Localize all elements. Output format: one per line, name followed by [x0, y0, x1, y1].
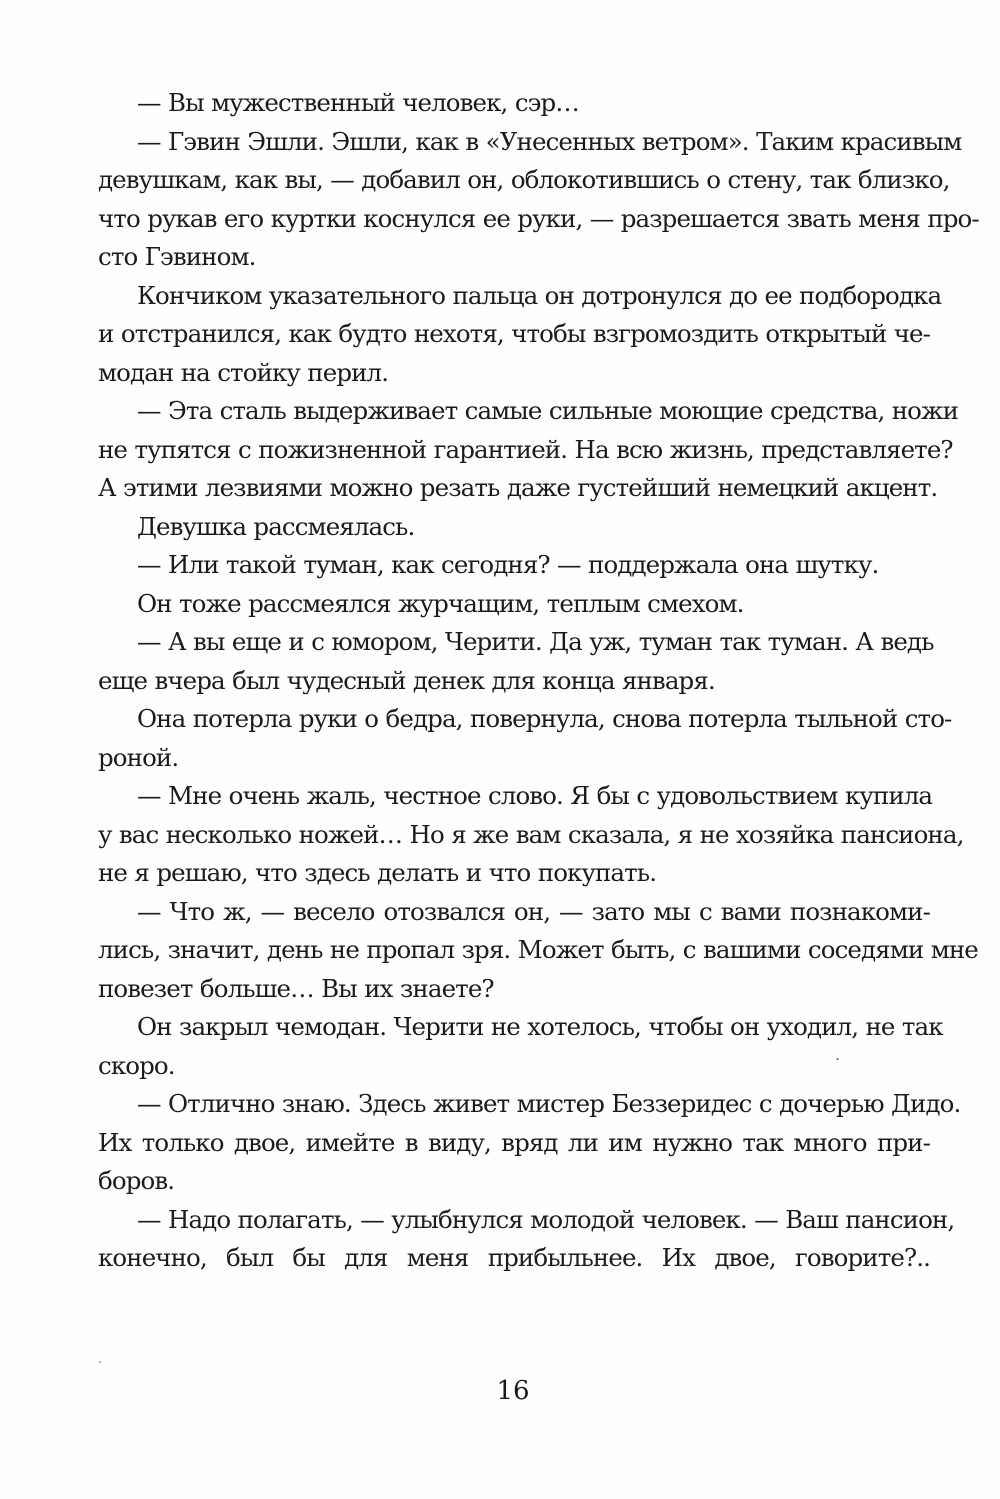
- text-line: — Отлично знаю. Здесь живет мистер Беззеридес с дочерью Дидо.: [137, 1089, 961, 1118]
- text-line: скоро.: [98, 1050, 175, 1080]
- text-line: модан на стойку перил.: [98, 357, 389, 387]
- text-line: сто Гэвином.: [98, 242, 256, 271]
- text-line: Она потерла руки о бедра, повернула, снова потерла тыльной сто-: [137, 704, 952, 733]
- text-line: и отстранился, как будто нехотя, чтобы взгромоздить открытый че-: [98, 319, 930, 348]
- text-line: — Вы мужественный человек, сэр…: [137, 88, 579, 117]
- text-line: что рукав его куртки коснулся ее руки, — разрешается звать меня про-: [98, 203, 979, 233]
- text-line: — Надо полагать, — улыбнулся молодой человек. — Ваш пансион,: [137, 1204, 955, 1234]
- text-line: лись, значит, день не пропал зря. Может быть, с вашими соседями мне: [98, 935, 978, 964]
- text-line: не тупятся с пожизненной гарантией. На всю жизнь, представляете?: [98, 434, 953, 464]
- text-line: девушкам, как вы, — добавил он, облокотившись о стену, так близко,: [98, 165, 950, 194]
- paper-speck: [836, 1058, 839, 1060]
- text-line: боров.: [98, 1166, 175, 1195]
- body-text: [98, 84, 979, 1278]
- text-line: Кончиком указательного пальца он дотронулся до ее подбородка: [137, 280, 942, 310]
- text-line: — Гэвин Эшли. Эшли, как в «Унесенных ветром». Таким красивым: [137, 126, 962, 156]
- text-line: Их только двое, имейте в виду, вряд ли им нужно так много при-: [98, 1127, 930, 1157]
- page-number: 16: [496, 1376, 530, 1406]
- text-line: повезет больше… Вы их знаете?: [98, 973, 494, 1003]
- text-line: А этими лезвиями можно резать даже густейший немецкий акцент.: [98, 473, 938, 502]
- text-line: не я решаю, что здесь делать и что покупать.: [98, 858, 657, 887]
- text-line: — Что ж, — весело отозвался он, — зато мы с вами познакоми-: [137, 896, 930, 926]
- text-line: — А вы еще и с юмором, Черити. Да уж, туман так туман. А ведь: [137, 627, 934, 656]
- text-line: — Или такой туман, как сегодня? — поддержала она шутку.: [137, 550, 879, 579]
- text-line: еще вчера был чудесный денек для конца января.: [98, 665, 715, 695]
- text-line: Он закрыл чемодан. Черити не хотелось, чтобы он уходил, не так: [137, 1012, 943, 1041]
- text-line: — Мне очень жаль, честное слово. Я бы с удовольствием купила: [137, 781, 933, 810]
- text-line: Девушка рассмеялась.: [137, 511, 415, 541]
- text-line: роной.: [98, 742, 179, 772]
- text-line: конечно, был бы для меня прибыльнее. Их двое, говорите?..: [98, 1243, 930, 1272]
- text-line: у вас несколько ножей… Но я же вам сказала, я не хозяйка пансиона,: [98, 819, 964, 849]
- text-line: — Эта сталь выдерживает самые сильные моющие средства, ножи: [137, 396, 959, 425]
- text-line: Он тоже рассмеялся журчащим, теплым смехом.: [137, 588, 744, 618]
- paper-speck: [99, 1361, 101, 1363]
